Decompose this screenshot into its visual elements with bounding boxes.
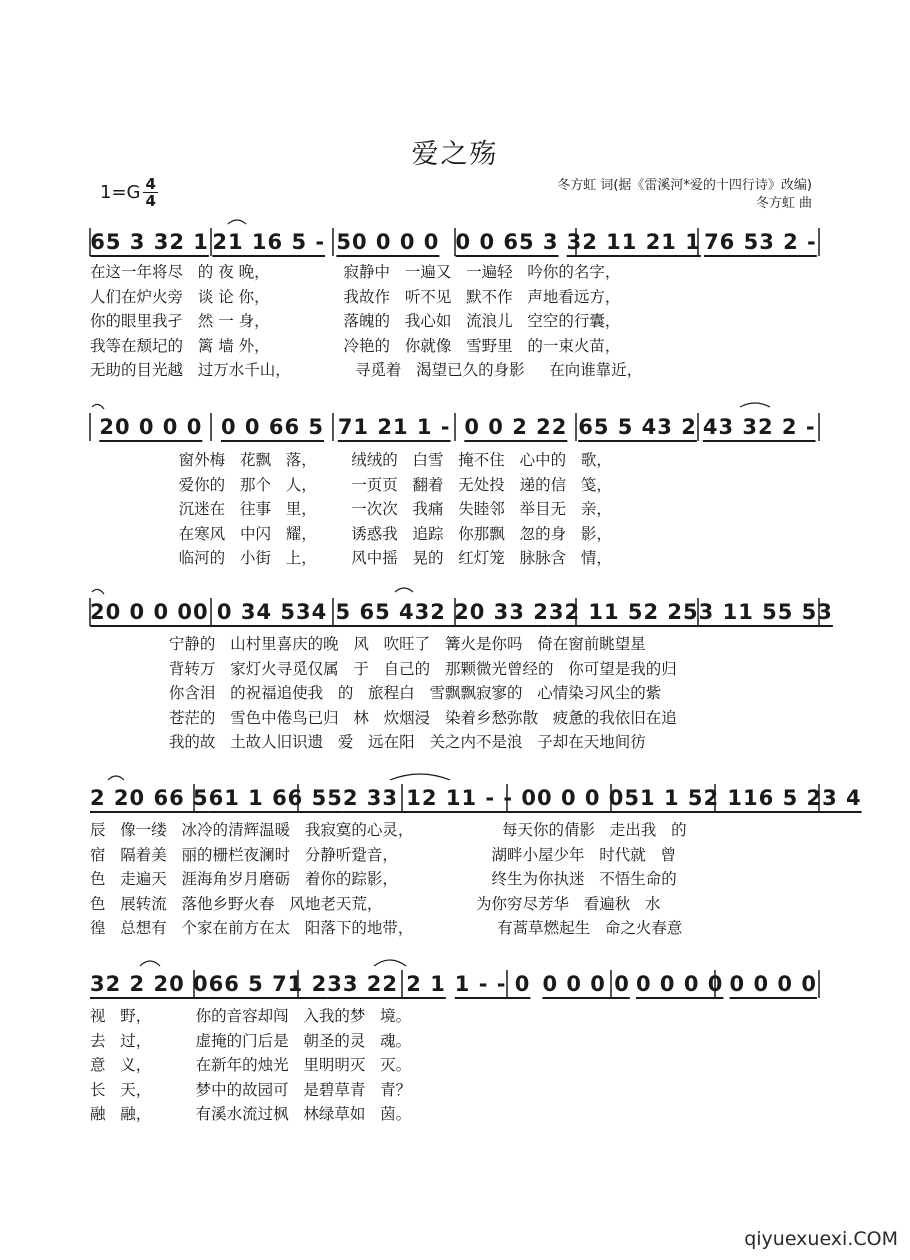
time-signature-bottom: 4 xyxy=(145,192,156,210)
measure: 0 0 65 3 xyxy=(455,230,559,254)
measure: 0 0 0 0 xyxy=(636,972,724,996)
measure: 0 0 0 0 xyxy=(542,972,630,996)
lyric-line: 在这一年将尽 的 夜 晚， 寂静中 一遍又 一遍轻 吟你的名字， xyxy=(90,263,621,281)
staff-system-2 xyxy=(90,405,820,449)
lyric-line: 爱你的 那个 人， 一页页 翻着 无处投 递的信 笺， xyxy=(90,475,612,494)
measure: 65 5 43 2 xyxy=(578,415,697,439)
staff-system-1 xyxy=(90,220,820,264)
measure: 0 0 66 5 xyxy=(221,415,324,439)
measure: 16 5 23 4 xyxy=(743,786,862,810)
measure: 20 0 0 0 xyxy=(90,600,193,624)
staff-system-4 xyxy=(90,776,862,820)
measure: 0 0 0 0 xyxy=(729,972,817,996)
lyrics-block-1 xyxy=(90,260,820,383)
measure: 2 20 66 5 xyxy=(90,786,209,810)
lyric-line: 你含泪 的祝福追使我 的 旅程白 雪飘飘寂寥的 心情染习风尘的紫 xyxy=(90,684,662,702)
lyric-line: 意 义， 在新年的烛光 里明明灭 灭。 xyxy=(90,1056,412,1074)
key-label: 1=G xyxy=(100,182,141,203)
lyrics-block-5 xyxy=(90,1004,820,1127)
lyric-line: 苍茫的 雪色中倦鸟已归 林 炊烟浸 染着乡愁弥散 疲惫的我依旧在追 xyxy=(90,708,677,727)
measure: 66 5 71 2 xyxy=(208,972,328,996)
measure: 71 21 1 - xyxy=(337,415,451,439)
measure: 21 16 5 - xyxy=(212,230,326,254)
staff-system-5 xyxy=(90,962,820,1006)
lyric-line: 辰 像一缕 冰冷的清辉温暖 我寂寞的心灵， 每天你的倩影 走出我 的 xyxy=(90,821,687,839)
lyric-line: 色 展转流 落他乡野火春 风地老天荒， 为你穷尽芳华 看遍秋 水 xyxy=(90,894,661,913)
lyric-line: 徨 总想有 个家在前方在太 阳落下的地带， 有蒿草燃起生 命之火春意 xyxy=(90,919,683,937)
lyricist-credit: 冬方虹 词(据《雷溪河*爱的十四行诗》改编) xyxy=(557,178,812,193)
lyrics-block-4 xyxy=(90,818,820,941)
lyric-line: 沉迷在 往事 里， 一次次 我痛 失睦邻 举目无 亲， xyxy=(90,500,612,518)
composer-credit: 冬方虹 曲 xyxy=(755,196,812,211)
site-watermark: qiyuexuexi.COM xyxy=(744,1228,898,1250)
lyric-line: 融 融， 有溪水流过枫 林绿草如 茵。 xyxy=(90,1105,412,1123)
song-title: 爱之殇 xyxy=(411,139,499,170)
measure: 1 - - 0 xyxy=(461,786,538,810)
measure: 0 0 34 5 xyxy=(193,600,296,624)
staff-system-3 xyxy=(90,590,833,634)
measure: 0 0 0 0 xyxy=(537,786,625,810)
lyric-line: 在寒风 中闪 耀， 诱惑我 追踪 你那飘 忽的身 影， xyxy=(90,524,612,543)
lyric-line: 视 野， 你的音容却闯 入我的梦 境。 xyxy=(90,1007,412,1025)
time-signature-top: 4 xyxy=(145,175,156,193)
lyric-line: 无助的目光越 过万水千山， 寻觅着 渴望已久的身影 在向谁靠近， xyxy=(90,361,643,379)
measure: 32 11 21 1 xyxy=(566,230,701,254)
lyric-line: 窗外梅 花飘 落， 绒绒的 白雪 掩不住 心中的 歌， xyxy=(90,451,612,469)
measure: 32 2 20 0 xyxy=(90,972,209,996)
measure: 65 3 32 1 xyxy=(90,230,209,254)
measure: 34 5 65 43 xyxy=(296,600,431,624)
lyric-line: 我的故 土故人旧识遗 爱 远在阳 关之内不是浪 子却在天地间彷 xyxy=(90,733,646,751)
lyric-line: 色 走遍天 涯海角岁月磨砺 着你的踪影， 终生为你执迷 不悟生命的 xyxy=(90,870,677,888)
measure: 33 22 2 1 xyxy=(327,972,446,996)
measure: 51 1 52 1 xyxy=(624,786,744,810)
lyric-line: 我等在颓圮的 篱 墙 外， 冷艳的 你就像 雪野里 的一束火苗， xyxy=(90,336,621,355)
key-signature xyxy=(100,176,158,209)
lyric-line: 宁静的 山村里喜庆的晚 风 吹旺了 篝火是你吗 倚在窗前眺望星 xyxy=(90,635,646,653)
measure: 1 - - 0 xyxy=(454,972,531,996)
measure: 76 53 2 - xyxy=(704,230,817,254)
measure: 43 32 2 - xyxy=(702,415,816,439)
lyric-line: 你的眼里我孑 然 一 身， 落魄的 我心如 流浪儿 空空的行囊， xyxy=(90,312,621,330)
lyric-line: 人们在炉火旁 谈 论 你， 我故作 听不见 默不作 声地看远方， xyxy=(90,287,621,306)
measure: 2 20 33 2 xyxy=(430,600,549,624)
measure: 2 33 12 1 xyxy=(342,786,462,810)
lyric-line: 背转万 家灯火寻觅仅属 于 自己的 那颗微光曾经的 你可望是我的归 xyxy=(90,659,677,678)
lyrics-block-3 xyxy=(90,632,820,755)
lyric-line: 去 过， 虚掩的门后是 朝圣的灵 魂。 xyxy=(90,1031,412,1050)
measure: 0 0 2 22 xyxy=(464,415,568,439)
lyrics-block-2 xyxy=(90,448,820,571)
measure: 50 0 0 0 xyxy=(336,230,440,254)
time-signature xyxy=(143,176,157,209)
lyric-line: 临河的 小街 上， 风中摇 晃的 红灯笼 脉脉含 情， xyxy=(90,549,612,567)
lyric-line: 长 天， 梦中的故园可 是碧草青 青？ xyxy=(90,1080,412,1099)
measure: 20 0 0 0 xyxy=(99,415,203,439)
measure: 53 11 55 53 xyxy=(683,600,833,624)
lyric-line: 宿 隔着美 丽的栅栏夜澜时 分静听跫音， 湖畔小屋少年 时代就 曾 xyxy=(90,845,677,864)
measure: 61 1 66 55 xyxy=(208,786,343,810)
measure: 32 11 52 2 xyxy=(548,600,684,624)
